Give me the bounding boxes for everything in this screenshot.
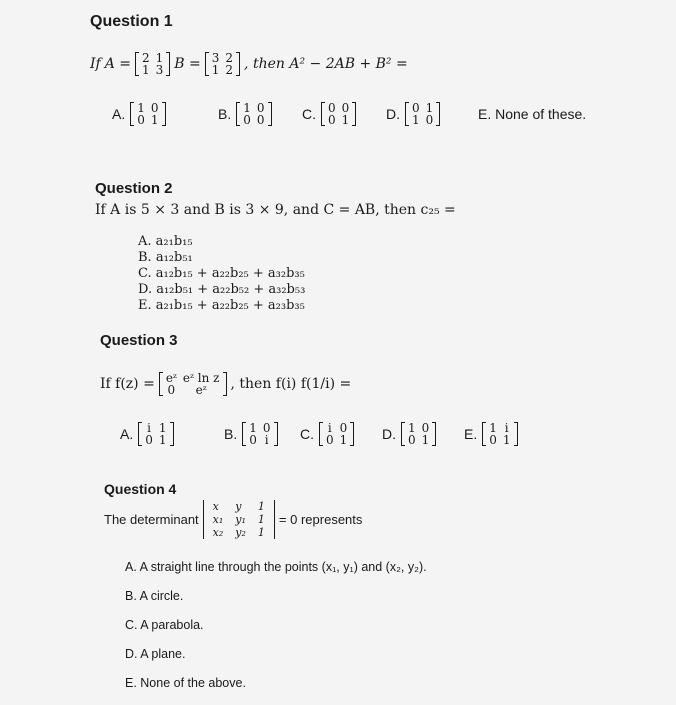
matrix-entry: eᶻ (195, 383, 207, 397)
matrix-entry: 2 (142, 51, 150, 65)
matrix-entry: 1 (137, 101, 145, 115)
matrix-entry: 1 (502, 433, 511, 447)
q2-option-b[interactable]: B. a₁₂b₅₁ (138, 250, 193, 265)
matrix-entry: 1 (243, 101, 251, 115)
matrix-entry: 1 (341, 113, 350, 127)
q3-option-b[interactable]: B. 1 0 0 i (224, 422, 300, 446)
matrix-entry: i (147, 421, 151, 435)
q1-matrix-b (205, 52, 240, 76)
matrix-grid (486, 422, 513, 446)
q3-lhs: If f(z) = (100, 376, 155, 392)
q1-b-label: B = (174, 56, 201, 72)
matrix-grid (163, 372, 223, 396)
matrix-entry: 3 (155, 63, 164, 77)
matrix-entry: 1 (158, 421, 167, 435)
q2-option-c[interactable]: C. a₁₂b₁₅ + a₂₂b₂₅ + a₃₂b₃₅ (138, 266, 305, 281)
matrix-entry: x₂ (212, 526, 224, 539)
matrix-entry: y₁ (235, 513, 246, 526)
q2-option-a[interactable]: A. a₂₁b₁₅ (138, 234, 193, 249)
q1-option-c[interactable]: C. 0 0 0 1 (302, 102, 386, 126)
q3-option-c[interactable]: C. i 0 0 1 (300, 422, 382, 446)
matrix-grid (409, 102, 436, 126)
q4-lhs: The determinant (104, 512, 199, 527)
q1-then: , then A² − 2AB + B² = (244, 56, 408, 72)
matrix-entry: 1 (211, 63, 220, 77)
matrix-grid (139, 52, 166, 76)
matrix-grid (323, 422, 350, 446)
matrix-entry: 1 (425, 101, 434, 115)
q1-option-a[interactable]: A. 1 0 0 1 (112, 102, 218, 126)
matrix-entry: 1 (257, 526, 265, 539)
matrix-entry: 0 (256, 101, 265, 115)
matrix-entry: y₂ (235, 526, 246, 539)
matrix-grid (142, 422, 169, 446)
matrix-grid (207, 500, 271, 539)
matrix-grid (405, 422, 432, 446)
q4-option-d[interactable]: D. A plane. (125, 647, 186, 661)
q2-option-d[interactable]: D. a₁₂b₅₁ + a₂₂b₅₂ + a₃₂b₅₃ (138, 282, 306, 297)
matrix-entry: 1 (257, 500, 265, 513)
matrix-entry: 0 (145, 433, 153, 447)
question-2-prompt: If A is 5 × 3 and B is 3 × 9, and C = AB, then c₂₅ = (95, 202, 456, 218)
matrix-entry: 0 (421, 421, 430, 435)
question-2-heading: Question 2 (95, 180, 173, 197)
matrix-entry: 0 (341, 101, 350, 115)
matrix-entry: 0 (262, 421, 271, 435)
matrix-entry: 1 (249, 421, 257, 435)
matrix-entry: 0 (326, 433, 334, 447)
q3-option-e[interactable]: E. 1 i 0 1 (464, 422, 518, 446)
matrix-entry: 1 (421, 433, 430, 447)
q3-option-a[interactable]: A. i 1 0 1 (120, 422, 224, 446)
matrix-entry: 1 (339, 433, 348, 447)
matrix-entry: 1 (150, 113, 159, 127)
matrix-entry: 1 (257, 513, 265, 526)
q3-matrix-f (159, 372, 227, 396)
matrix-grid (246, 422, 273, 446)
matrix-entry: 3 (211, 51, 220, 65)
matrix-entry: x₁ (212, 513, 224, 526)
question-1-prompt (90, 52, 408, 76)
q4-option-c[interactable]: C. A parabola. (125, 618, 204, 632)
matrix-entry: 1 (489, 421, 497, 435)
question-4-prompt (104, 500, 362, 539)
matrix-entry: 2 (225, 63, 234, 77)
matrix-entry: 1 (408, 421, 416, 435)
matrix-entry: 0 (425, 113, 434, 127)
matrix-grid (134, 102, 161, 126)
matrix-entry: 1 (155, 51, 164, 65)
q4-option-a[interactable]: A. A straight line through the points (x₁, y₁) and (x₂, y₂). (125, 560, 427, 574)
q4-determinant (203, 500, 275, 539)
q3-rhs: , then f(i) f(1/i) = (230, 376, 352, 392)
question-2-options (138, 234, 305, 314)
q1-option-b[interactable]: B. 1 0 0 0 (218, 102, 302, 126)
question-1-heading: Question 1 (90, 13, 173, 30)
question-4-heading: Question 4 (104, 481, 177, 497)
q1-option-e[interactable]: E. None of these. (478, 106, 587, 122)
q1-a-label: A = (104, 56, 132, 72)
matrix-entry: 0 (243, 113, 251, 127)
question-3-prompt (100, 372, 351, 396)
q1-if: If (90, 56, 101, 72)
q3-option-d[interactable]: D. 1 0 0 1 (382, 422, 464, 446)
matrix-grid (325, 102, 352, 126)
matrix-entry: i (504, 421, 509, 435)
q4-option-e[interactable]: E. None of the above. (125, 676, 246, 690)
matrix-entry: 0 (339, 421, 348, 435)
matrix-entry: 0 (412, 101, 420, 115)
matrix-grid (240, 102, 267, 126)
matrix-entry: 1 (158, 433, 167, 447)
matrix-entry: 0 (489, 433, 497, 447)
matrix-entry: eᶻ (165, 371, 177, 385)
matrix-entry: i (264, 433, 269, 447)
matrix-grid (209, 52, 236, 76)
matrix-entry: 0 (150, 101, 159, 115)
question-4-options (125, 560, 427, 705)
matrix-entry: 0 (256, 113, 265, 127)
matrix-entry: y (235, 500, 242, 513)
matrix-entry: 0 (249, 433, 257, 447)
matrix-entry: 0 (328, 113, 336, 127)
matrix-entry: 0 (328, 101, 336, 115)
matrix-entry: eᶻ ln z (182, 371, 220, 385)
question-3-heading: Question 3 (100, 332, 178, 349)
matrix-entry: 0 (137, 113, 145, 127)
q4-option-b[interactable]: B. A circle. (125, 589, 184, 603)
question-1-options (112, 102, 586, 126)
question-3-options (120, 422, 518, 446)
q4-rhs: = 0 represents (278, 512, 363, 527)
matrix-entry: 0 (167, 383, 176, 397)
matrix-entry: 1 (142, 63, 150, 77)
q1-option-d[interactable]: D. 0 1 1 0 (386, 102, 478, 126)
q1-matrix-a (135, 52, 170, 76)
matrix-entry: x (212, 500, 219, 513)
matrix-entry: 2 (225, 51, 234, 65)
q2-option-e[interactable]: E. a₂₁b₁₅ + a₂₂b₂₅ + a₂₃b₃₅ (138, 298, 305, 313)
matrix-entry: 1 (412, 113, 420, 127)
matrix-entry: i (327, 421, 332, 435)
matrix-entry: 0 (408, 433, 416, 447)
